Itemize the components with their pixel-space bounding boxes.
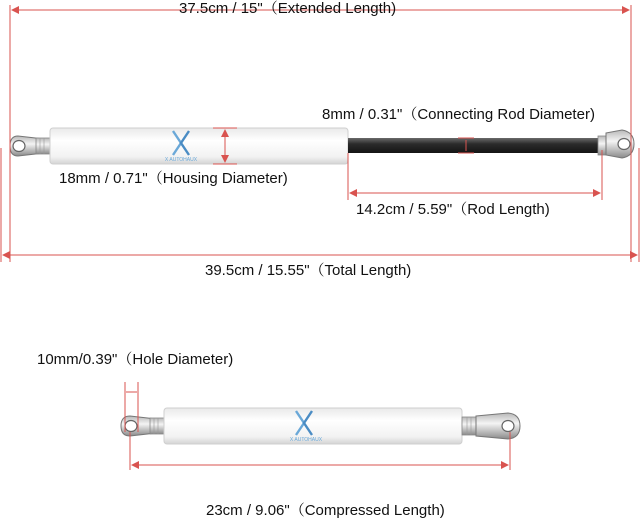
extended-length-label: 37.5cm / 15"（Extended Length) <box>179 0 397 17</box>
left-eyelet <box>10 136 50 156</box>
rod-diameter-label: 8mm / 0.31"（Connecting Rod Diameter) <box>322 106 595 123</box>
extended-gas-spring <box>10 128 634 164</box>
compressed-length-label: 23cm / 9.06"（Compressed Length) <box>206 502 445 519</box>
right-eyelet-compressed <box>462 413 520 439</box>
total-length-label: 39.5cm / 15.55"（Total Length) <box>205 262 412 279</box>
brand-name: X AUTOHAUX <box>289 437 323 443</box>
brand-name: X AUTOHAUX <box>164 157 198 163</box>
housing-diameter-label: 18mm / 0.71"（Housing Diameter) <box>59 170 288 187</box>
compressed-gas-spring <box>121 408 520 444</box>
hole-diameter-label: 10mm/0.39"（Hole Diameter) <box>37 351 234 368</box>
housing <box>50 128 348 164</box>
piston-rod <box>348 138 602 153</box>
left-eyelet-compressed <box>121 416 164 436</box>
right-eyelet <box>598 130 634 158</box>
rod-length-label: 14.2cm / 5.59"（Rod Length) <box>356 201 550 218</box>
